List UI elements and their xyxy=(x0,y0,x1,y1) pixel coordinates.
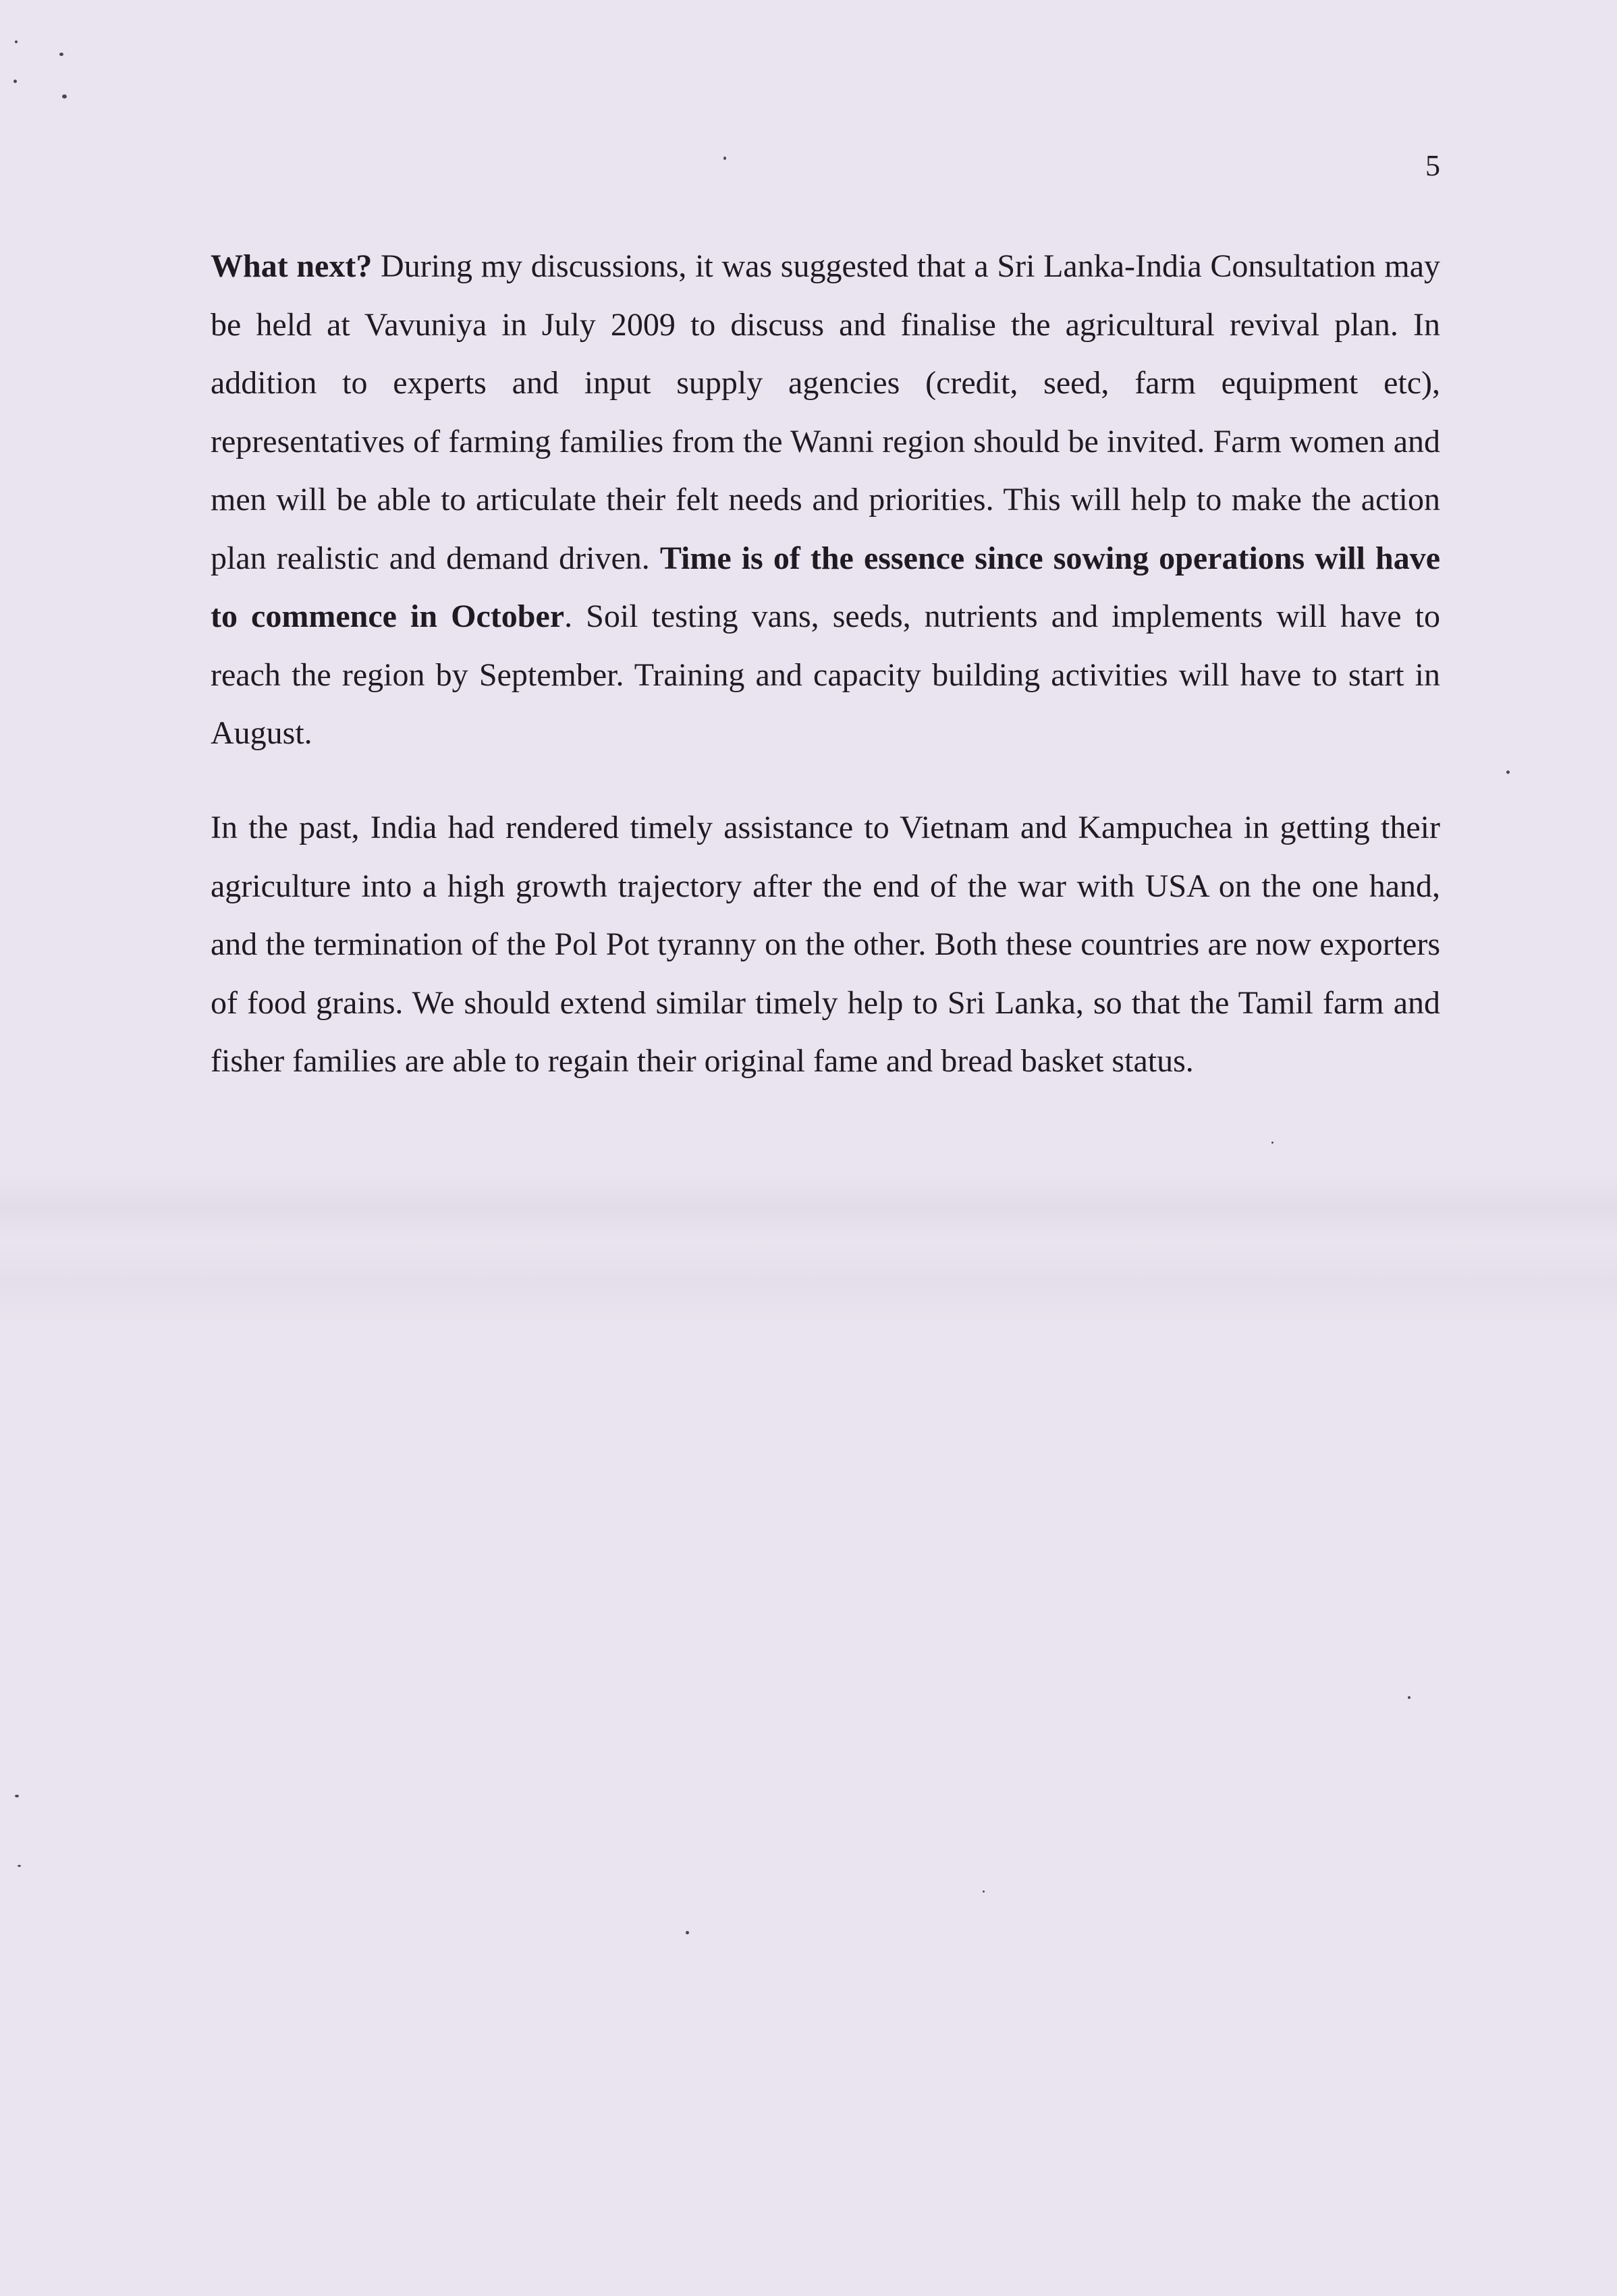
scan-speck xyxy=(686,1931,689,1934)
scan-speck xyxy=(15,40,18,43)
scan-speck xyxy=(62,94,67,99)
paragraph-past-assistance: In the past, India had rendered timely assistance to Vietnam and Kampuchea in getting their agriculture into a high growth trajectory after the end of the war with USA on the one hand, and the termination of the Pol Pot tyranny on the other. Both these countries are now exporters of food grains. We should extend similar timely help to Sri Lanka, so that the Tamil farm and fisher families are able to regain their original fame and bread basket status. xyxy=(211,810,1440,1079)
scan-speck xyxy=(1271,1142,1273,1144)
scan-speck xyxy=(59,53,63,56)
scan-speck xyxy=(13,80,17,83)
page-number: 5 xyxy=(1425,149,1440,182)
paragraph-lead-heading: What next? xyxy=(211,248,373,284)
scan-speck xyxy=(983,1891,985,1893)
scan-speck xyxy=(723,157,726,160)
paragraph-what-next xyxy=(211,237,1440,763)
paragraph-text: During my discussions, it was suggested that a Sri Lanka-India Consultation may be held at Vavuniya in July 2009 to discuss and finalise the agricultural revival plan. In addition to experts and input supply agencies (credit, seed, farm equipment etc), representatives of farming families from the Wanni region should be invited. Farm women and men will be able to articulate their felt needs and priorities. This will help to make the action plan realistic and demand driven. xyxy=(211,248,1440,576)
scan-speck xyxy=(1506,771,1510,774)
paragraph-emphasis: Time is of the essence since sowing operations will have to commence in October xyxy=(211,540,1441,634)
scan-speck xyxy=(18,1865,21,1867)
paragraph-text: . Soil testing vans, seeds, nutrients and implements will have to reach the region by September. Training and capacity building activities will have to start in August. xyxy=(211,598,1440,751)
scan-speck xyxy=(1408,1696,1410,1699)
scan-speck xyxy=(15,1795,19,1797)
